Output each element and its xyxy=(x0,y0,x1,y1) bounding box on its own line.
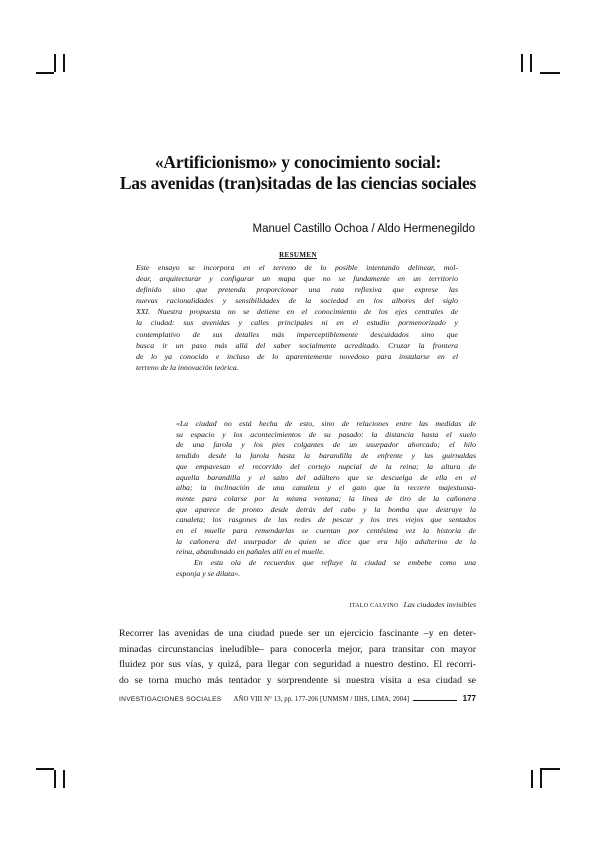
quote-line: la cañonera del usurpador de quien se dice que era hijo adulterino de la xyxy=(176,536,476,546)
title-line-2: Las avenidas (tran)sitadas de las ciencias sociales xyxy=(119,173,477,193)
abstract-line: busca ir un paso más allá del saber socialmente acreditado. Cruzar la frontera xyxy=(136,340,458,350)
abstract-line: terreno de la innovación teórica. xyxy=(136,362,239,372)
body-line: minadas circunstancias ineludible– para conocerla mejor, para transitar con mayor xyxy=(119,643,476,655)
abstract-line: contemplativo de sus detalles más imperceptiblemente descuidados sino que xyxy=(136,329,458,339)
quote-line: que empavesan el recorrido del cortejo nupcial de la reina; la altura de xyxy=(176,461,476,471)
article-title xyxy=(0,152,596,194)
quote-closing-line: esponja y se dilata». xyxy=(176,568,241,578)
attribution-author: ITALO CALVINO xyxy=(349,603,399,609)
footer-rule xyxy=(413,700,457,701)
crop-mark-bottom-left xyxy=(36,768,54,770)
crop-mark-bottom-left xyxy=(63,770,65,788)
crop-mark-top-left xyxy=(54,54,56,72)
author-line: Manuel Castillo Ochoa / Aldo Hermenegildo xyxy=(252,223,475,235)
body-line: Recorrer las avenidas de una ciudad puede ser un ejercicio fascinante –y en deter- xyxy=(119,628,476,639)
quote-line: «La ciudad no está hecha de esto, sino de relaciones entre las medidas de xyxy=(176,419,476,428)
quote-line: tendido desde la farola hasta la barandilla de enfrente y las guirnaldas xyxy=(176,451,476,461)
crop-mark-top-right xyxy=(530,54,532,72)
abstract-line: la ciudad: sus avenidas y calles principales ni en el estudio pormenorizado y xyxy=(136,318,458,328)
crop-mark-top-left xyxy=(36,72,54,74)
quote-line: alba; la inclinación de una canaleta y el gato que la recorre majestuosa- xyxy=(176,483,476,493)
quote-line: en el muelle para remendarlas se cuentan por centésima vez la historia de xyxy=(176,526,476,536)
crop-mark-bottom-left xyxy=(54,770,56,788)
quote-line: que aparece de pronto desde detrás del cabo y la bomba que destruye la xyxy=(176,504,476,514)
abstract-text xyxy=(136,262,458,373)
journal-name: INVESTIGACIONES SOCIALES xyxy=(119,696,222,703)
quote-line: aquella barandilla y el salto del adúltero que se descuelga de ella en el xyxy=(176,472,476,482)
title-line-1: «Artificionismo» y conocimiento social: xyxy=(154,152,442,172)
abstract-line: Este ensayo se incorpora en el terreno de lo posible intentando delinear, mol- xyxy=(136,263,458,272)
crop-mark-top-left xyxy=(63,54,65,72)
abstract-line: XXI. Nuestra propuesta no se detiene en el conocimiento de los ejes centrales de xyxy=(136,307,458,317)
crop-mark-bottom-right xyxy=(540,768,560,770)
crop-mark-bottom-right xyxy=(531,770,533,788)
abstract-line: dear, arquitecturar y configurar un mapa que no se fundamente en un territorio xyxy=(136,274,458,284)
epigraph-quote xyxy=(176,419,476,580)
abstract-line: definido sino que pretenda proporcionar una ruta reflexiva que exprese las xyxy=(136,285,458,295)
abstract-heading-text: RESUMEN xyxy=(279,251,317,259)
quote-line: canaleta; los rasgones de las redes de pescar y los tres viejos que sentados xyxy=(176,515,476,525)
body-line: do se torna mucho más tentador y sorprendente si nuestra visita a esa ciudad se xyxy=(119,674,476,686)
quote-line: reina, abandonado en pañales allí en el muelle. xyxy=(176,547,325,557)
crop-mark-top-right xyxy=(540,72,560,74)
body-paragraph xyxy=(119,626,476,688)
quote-line: de una farola y los pies colgantes de un usurpador ahorcado; el hilo xyxy=(176,440,476,450)
crop-mark-top-right xyxy=(521,54,523,72)
page-number: 177 xyxy=(462,694,476,703)
quote-line: mente para colarse por la misma ventana; la línea de tiro de la cañonera xyxy=(176,493,476,503)
citation: AÑO VIII N° 13, pp. 177-206 [UNMSM / IIHS, LIMA, 2004] xyxy=(233,696,410,703)
abstract-line: nuevas racionalidades y sensibilidades de la sociedad en los albores del siglo xyxy=(136,296,458,306)
page-footer xyxy=(119,694,476,703)
body-line: fluidez por sus vías, y quizá, para llegar con seguridad a nuestro destino. El recorri- xyxy=(119,659,476,671)
quote-closing-line: En esta ola de recuerdos que refluye la ciudad se embebe como una xyxy=(194,558,476,568)
attribution-title: Las ciudades invisibles xyxy=(403,600,476,609)
abstract-line: de lo ya conocido e incluso de lo aparentemente novedoso para instalarse en el xyxy=(136,351,458,361)
abstract-heading xyxy=(0,251,596,259)
quote-attribution xyxy=(349,600,476,609)
quote-line: su espacio y los acontecimientos de su pasado: la distancia hasta el suelo xyxy=(176,429,476,439)
crop-mark-bottom-right xyxy=(540,770,542,788)
